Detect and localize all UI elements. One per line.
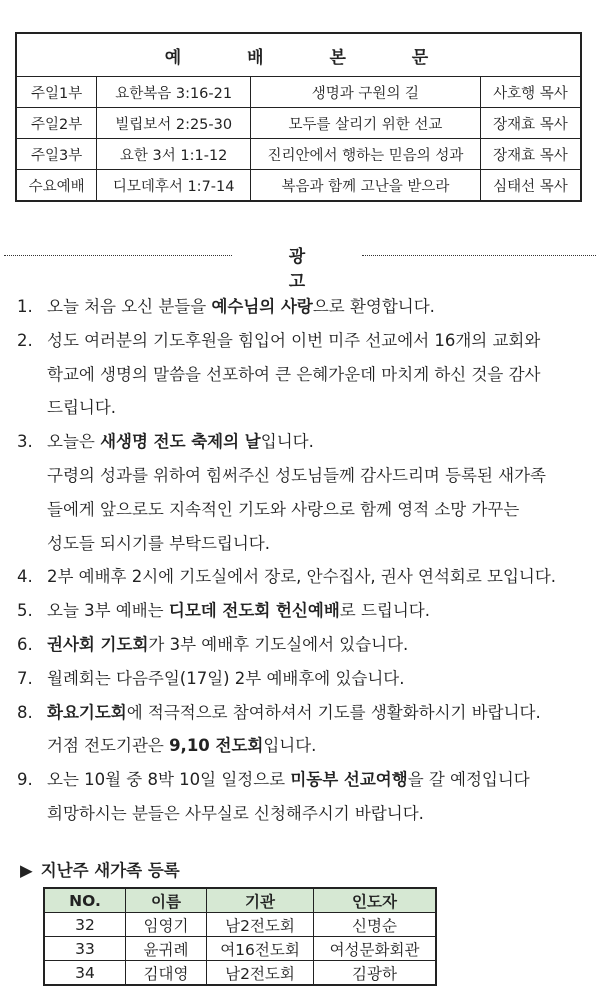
- announcement-item: [17, 763, 587, 831]
- preacher: 장재효 목사: [480, 139, 581, 170]
- worship-table: [15, 32, 582, 202]
- row-org: 여16전도회: [207, 937, 314, 961]
- table-row: [44, 961, 436, 986]
- announcement-line: [47, 459, 587, 493]
- announcement-number: 3.: [17, 432, 33, 452]
- announcement-text: 거점 전도기관은: [47, 736, 170, 756]
- emphasis-text: 새생명 전도 축제의 날: [100, 432, 261, 452]
- announcement-number: 1.: [17, 297, 33, 316]
- announcement-item: [17, 290, 587, 324]
- col-header-org: 기관: [207, 888, 314, 913]
- announcement-line: [47, 662, 587, 696]
- row-org: 남2전도회: [207, 913, 314, 937]
- emphasis-text: 권사회 기도회: [47, 634, 149, 654]
- announcement-text: 오는 10월 중 8박 10일 일정으로: [47, 770, 291, 790]
- worship-row: [16, 170, 581, 202]
- new-family-title: 지난주 새가족 등록: [40, 861, 180, 880]
- announcement-line: [47, 358, 587, 392]
- announcements-header: [0, 240, 600, 292]
- announcement-line: [47, 425, 587, 459]
- announcement-line: [47, 696, 587, 730]
- emphasis-text: 미동부 선교여행: [290, 770, 408, 790]
- col-header-name: 이름: [126, 888, 207, 913]
- announcement-item: [17, 628, 587, 662]
- sermon-title: 모두를 살리기 위한 선교: [251, 108, 481, 139]
- table-row: [44, 937, 436, 961]
- announcement-number: 2.: [17, 330, 33, 350]
- service: 주일3부: [16, 139, 97, 170]
- announcement-line: [47, 493, 587, 527]
- service: 주일2부: [16, 108, 97, 139]
- announcement-text: 드립니다.: [47, 398, 117, 418]
- announcement-text: 을 갈 예정입니다: [407, 770, 530, 790]
- announcement-item: [17, 560, 587, 594]
- sermon-title: 생명과 구원의 길: [251, 77, 481, 108]
- row-guide: 여성문화회관: [314, 937, 437, 961]
- announcement-line: [47, 594, 587, 628]
- announcement-line: [47, 628, 587, 662]
- announcement-item: [17, 594, 587, 628]
- divider-left: [4, 255, 232, 256]
- col-header-no: NO.: [44, 888, 126, 913]
- announcement-line: [47, 324, 587, 358]
- announcement-number: 9.: [17, 770, 33, 790]
- row-org: 남2전도회: [207, 961, 314, 986]
- scripture: 빌립보서 2:25-30: [97, 108, 251, 139]
- sermon-title: 진리안에서 행하는 믿음의 성과: [251, 139, 481, 170]
- announcement-item: [17, 324, 587, 425]
- row-name: 임영기: [126, 913, 207, 937]
- row-guide: 김광하: [314, 961, 437, 986]
- announcement-number: 5.: [17, 601, 33, 621]
- announcement-line: [47, 797, 587, 831]
- preacher: 사호행 목사: [480, 77, 581, 108]
- scripture: 요한복음 3:16-21: [97, 77, 251, 108]
- announcement-line: [47, 763, 587, 797]
- row-guide: 신명순: [314, 913, 437, 937]
- announcement-number: 4.: [17, 567, 33, 587]
- service: 주일1부: [16, 77, 97, 108]
- emphasis-text: 9,10 전도회: [169, 736, 264, 756]
- preacher: 심태선 목사: [480, 170, 581, 202]
- announcement-text: 들에게 앞으로도 지속적인 기도와 사랑으로 함께 영적 소망 가꾸는: [47, 499, 520, 519]
- announcement-number: 8.: [17, 702, 33, 722]
- new-family-rows: [44, 913, 436, 986]
- announcement-item: [17, 696, 587, 764]
- announcement-text: 오늘 3부 예배는: [47, 601, 169, 621]
- announcement-text: 성도들 되시기를 부탁드립니다.: [47, 533, 270, 553]
- announcement-text: 으로 환영합니다.: [312, 297, 435, 316]
- announcement-line: [47, 290, 587, 324]
- announcement-text: 오늘은: [47, 432, 101, 452]
- announcement-line: [47, 560, 587, 594]
- emphasis-text: 화요기도회: [47, 702, 127, 722]
- preacher: 장재효 목사: [480, 108, 581, 139]
- announcement-text: 입니다.: [263, 736, 317, 756]
- sermon-title: 복음과 함께 고난을 받으라: [251, 170, 481, 202]
- row-name: 김대영: [126, 961, 207, 986]
- announcement-text: 에 적극적으로 참여하셔서 기도를 생활화하시기 바랍니다.: [126, 702, 541, 722]
- row-no: 32: [44, 913, 126, 937]
- announcement-line: [47, 729, 587, 763]
- worship-title: 예 배 본 문: [16, 33, 581, 77]
- announcement-text: 로 드립니다.: [339, 601, 430, 621]
- triangle-right-icon: ▶: [20, 861, 33, 880]
- announcement-text: 입니다.: [260, 432, 314, 452]
- announcement-number: 6.: [17, 634, 33, 654]
- emphasis-text: 디모데 전도회 헌신예배: [168, 601, 340, 621]
- announcement-text: 오늘 처음 오신 분들을: [47, 297, 212, 316]
- worship-row: [16, 77, 581, 108]
- emphasis-text: 예수님의 사랑: [211, 297, 313, 316]
- announcement-text: 구령의 성과를 위하여 힘써주신 성도님들께 감사드리며 등록된 새가족: [47, 465, 546, 485]
- announcement-text: 성도 여러분의 기도후원을 힘입어 이번 미주 선교에서 16개의 교회와: [47, 330, 541, 350]
- announcements-list: [17, 290, 587, 831]
- announcements-title: 광 고: [288, 247, 344, 292]
- announcement-text: 학교에 생명의 말씀을 선포하여 큰 은혜가운데 마치게 하신 것을 감사: [47, 364, 541, 384]
- row-name: 윤귀례: [126, 937, 207, 961]
- col-header-guide: 인도자: [314, 888, 437, 913]
- table-row: [44, 913, 436, 937]
- announcement-text: 2부 예배후 2시에 기도실에서 장로, 안수집사, 권사 연석회로 모입니다.: [47, 567, 557, 587]
- worship-rows: [16, 77, 581, 202]
- announcement-text: 가 3부 예배후 기도실에서 있습니다.: [148, 634, 409, 654]
- row-no: 34: [44, 961, 126, 986]
- service: 수요예배: [16, 170, 97, 202]
- announcement-line: [47, 527, 587, 561]
- announcement-text: 월례회는 다음주일(17일) 2부 예배후에 있습니다.: [47, 668, 405, 688]
- scripture: 요한 3서 1:1-12: [97, 139, 251, 170]
- new-family-heading: [20, 857, 180, 881]
- announcement-item: [17, 662, 587, 696]
- announcement-item: [17, 425, 587, 560]
- announcement-number: 7.: [17, 668, 33, 688]
- divider-right: [362, 255, 596, 256]
- row-no: 33: [44, 937, 126, 961]
- announcement-line: [47, 391, 587, 425]
- announcement-text: 희망하시는 분들은 사무실로 신청해주시기 바랍니다.: [47, 803, 424, 823]
- worship-row: [16, 139, 581, 170]
- scripture: 디모데후서 1:7-14: [97, 170, 251, 202]
- new-family-table: [43, 887, 437, 986]
- worship-row: [16, 108, 581, 139]
